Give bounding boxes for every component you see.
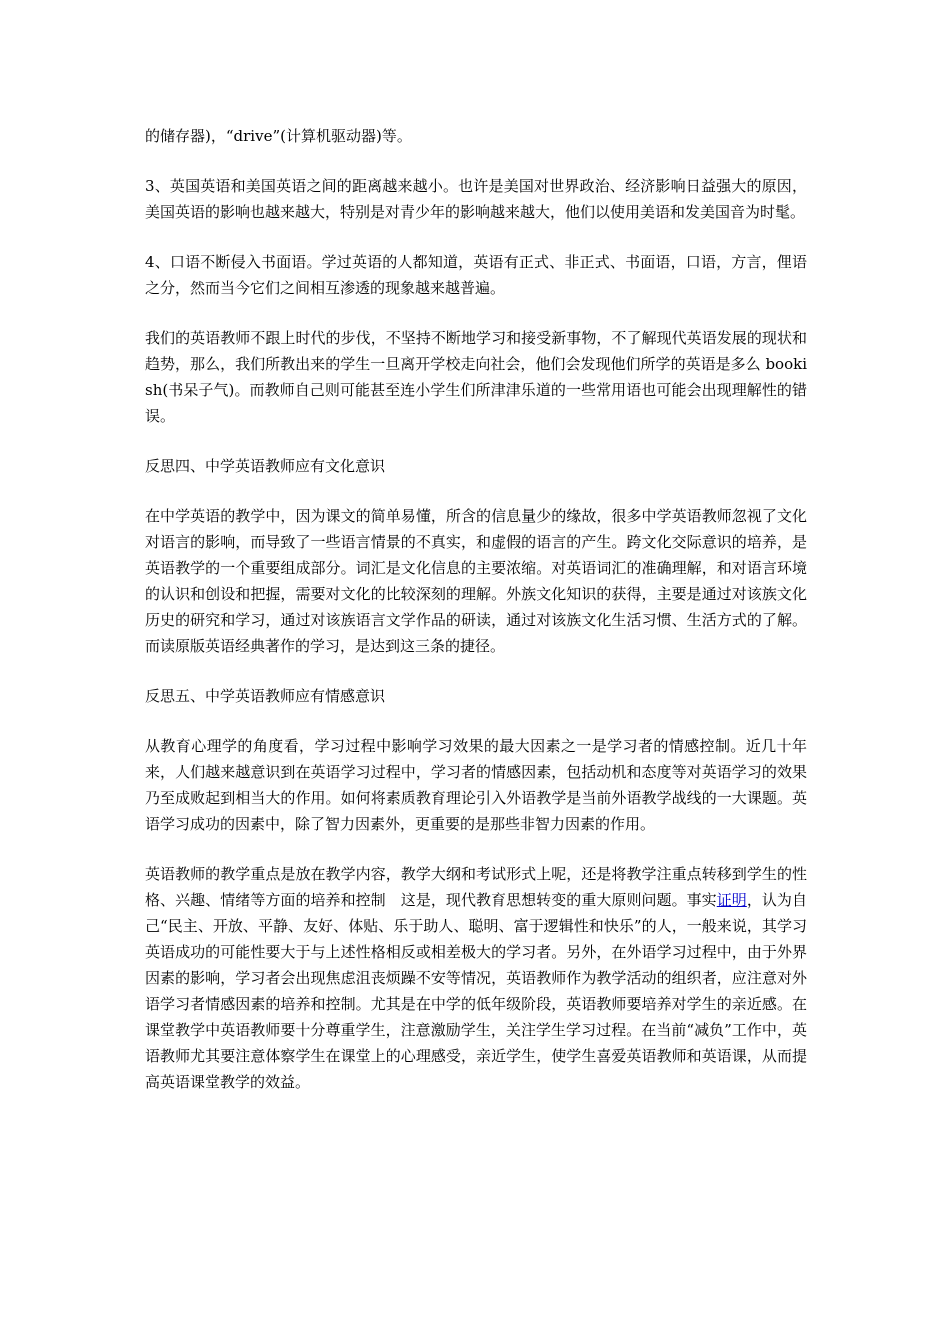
section-heading-reflection-4: 反思四、中学英语教师应有文化意识: [145, 457, 386, 475]
paragraph-point-3: 3、英国英语和美国英语之间的距离越来越小。也许是美国对世界政治、经济影响日益强大的原因，美国英语的影响也越来越大，特别是对青少年的影响越来越大，他们以使用美语和发美国音为时髦。: [145, 177, 807, 221]
section-heading-reflection-5: 反思五、中学英语教师应有情感意识: [145, 687, 386, 705]
paragraph-teacher-update: 我们的英语教师不跟上时代的步伐，不坚持不断地学习和接受新事物，不了解现代英语发展的现状和趋势，那么，我们所教出来的学生一旦离开学校走向社会，他们会发现他们所学的英语是多么 bookish(书呆子气)。而教师自己则可能甚至连小学生们所津津乐道的一些常用语也可能会出现理解性的错误。: [145, 329, 807, 425]
paragraph-text-before-link: 英语教师的教学重点是放在教学内容，教学大纲和考试形式上呢，还是将教学注重点转移到学生的性格、兴趣、情绪等方面的培养和控制 这是，现代教育思想转变的重大原则问题。事实: [145, 865, 807, 909]
paragraph-continuation: 的储存器)，“drive”(计算机驱动器)等。: [145, 127, 412, 145]
paragraph-teaching-focus: [145, 861, 807, 1095]
paragraph-text-after-link: ，认为自己“民主、开放、平静、友好、体贴、乐于助人、聪明、富于逻辑性和快乐”的人，一般来说，其学习英语成功的可能性要大于与上述性格相反或相差极大的学习者。另外，在外语学习过程中，由于外界因素的影响，学习者会出现焦虑沮丧烦躁不安等情况，英语教师作为教学活动的组织者，应注意对外语学习者情感因素的培养和控制。尤其是在中学的低年级阶段，英语教师要培养对学生的亲近感。在课堂教学中英语教师要十分尊重学生，注意激励学生，关注学生学习过程。在当前“减负”工作中，英语教师尤其要注意体察学生在课堂上的心理感受，亲近学生，使学生喜爱英语教师和英语课，从而提高英语课堂教学的效益。: [145, 891, 807, 1091]
proof-link[interactable]: 证明: [716, 891, 747, 909]
paragraph-point-4: 4、口语不断侵入书面语。学过英语的人都知道，英语有正式、非正式、书面语，口语，方言，俚语之分，然而当今它们之间相互渗透的现象越来越普遍。: [145, 253, 807, 297]
paragraph-cultural-awareness: 在中学英语的教学中，因为课文的简单易懂，所含的信息量少的缘故，很多中学英语教师忽视了文化对语言的影响，而导致了一些语言情景的不真实，和虚假的语言的产生。跨文化交际意识的培养，是英语教学的一个重要组成部分。词汇是文化信息的主要浓缩。对英语词汇的准确理解，和对语言环境的认识和创设和把握，需要对文化的比较深刻的理解。外族文化知识的获得，主要是通过对该族文化历史的研究和学习，通过对该族语言文学作品的研读，通过对该族文化生活习惯、生活方式的了解。而读原版英语经典著作的学习，是达到这三条的捷径。: [145, 507, 807, 655]
paragraph-emotional-factors: 从教育心理学的角度看，学习过程中影响学习效果的最大因素之一是学习者的情感控制。近几十年来，人们越来越意识到在英语学习过程中，学习者的情感因素，包括动机和态度等对英语学习的效果乃至成败起到相当大的作用。如何将素质教育理论引入外语教学是当前外语教学战线的一大课题。英语学习成功的因素中，除了智力因素外，更重要的是那些非智力因素的作用。: [145, 737, 807, 833]
document-page: [145, 123, 807, 1119]
